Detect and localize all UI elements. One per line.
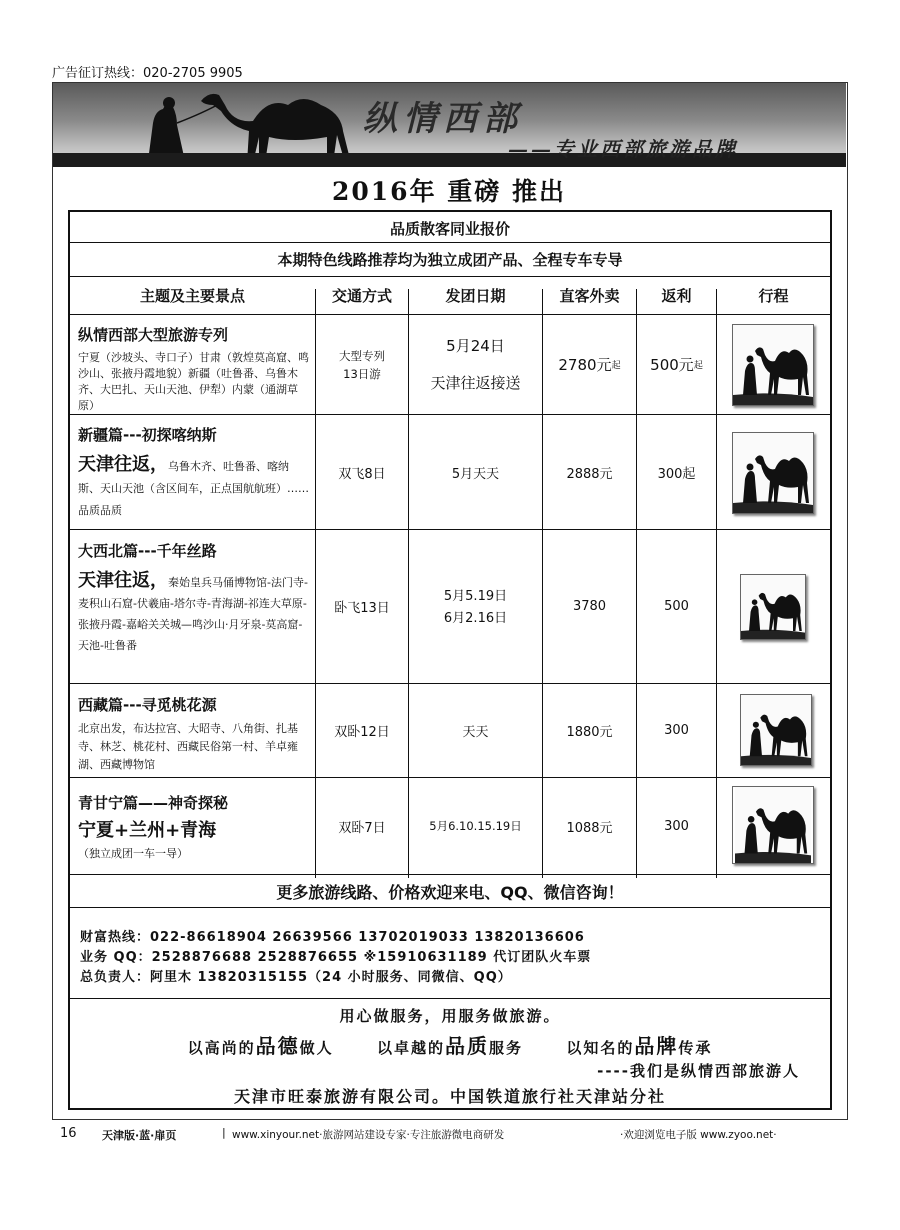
value-text: 以卓越的 [376,1039,445,1057]
value-text: 传承 [678,1039,713,1057]
departure-note: 天津往返接送 [430,373,521,392]
table-subtitle: 本期特色线路推荐均为独立成团产品、全程专车专导 [277,251,623,269]
departure-date: 5月5.19日 [443,588,508,604]
footer-separator: | [222,1126,226,1139]
departure-date-2: 6月2.16日 [443,610,508,626]
transport: 卧飞13日 [334,601,390,616]
retail-price: 2888元 [566,466,613,482]
price-value: 2780元 [558,356,612,374]
route-highlight: 天津往返， [78,454,168,475]
route-description: 北京出发，布达拉宫、大昭寺、八角街、扎基寺、林芝、桃花村、西藏民俗第一村、羊卓雍湖、西藏博物馆 [78,722,298,771]
contact-qq: 业务 QQ：2528876688 2528876655 ※15910631189 代订团队火车票 [80,950,592,965]
price-table [68,210,832,1110]
edition-label: 天津版·蓝·扉页 [102,1129,177,1142]
camel-silhouette-icon [732,432,814,514]
value-keyword: 品德 [255,1034,300,1058]
page-headline: 2016年 重磅 推出 [332,177,566,206]
closing-signature: ----我们是纵情西部旅游人 [597,1062,800,1080]
route-title: 大西北篇---千年丝路 [78,542,217,560]
rebate-value: 500元 [650,356,694,374]
divider [716,289,717,878]
transport: 大型专列 13日游 [339,348,385,381]
route-description: （独立成团一车一导） [78,847,188,860]
transport: 双卧12日 [334,725,390,740]
route-highlight: 天津往返， [78,570,168,591]
route-title: 青甘宁篇——神奇探秘 [78,794,229,812]
route-description: 宁夏（沙坡头、寺口子）甘肃（敦煌莫高窟、鸣沙山、张掖丹霞地貌）新疆（吐鲁番、乌鲁木齐、大巴扎、天山天池、伊犁）内蒙（通湖草原） [78,351,309,412]
route-title: 新疆篇---初探喀纳斯 [78,426,217,444]
route-desc-text: 乌鲁木齐、吐鲁番、喀纳斯、天山天池（含区间车，正点国航航班）…… 品质品质 [78,460,309,517]
departure-date: 天天 [462,725,489,740]
route-highlight: 宁夏+兰州+青海 [78,820,217,841]
more-info-banner: 更多旅游线路、价格欢迎来电、QQ、微信咨询！ [276,882,624,902]
rebate-suffix: 起 [693,361,703,371]
rebate [637,315,716,414]
rebate: 500 [664,599,689,614]
header-dates: 发团日期 [445,287,506,305]
departure-date: 5月24日 [446,336,505,355]
header-rebate: 返利 [661,287,692,305]
retail-price [543,315,636,414]
value-text: 以高尚的 [187,1039,256,1057]
value-text: 以知名的 [566,1039,635,1057]
brand-slogan: ——专业西部旅游品牌 [508,137,738,161]
page-footer [52,1124,846,1148]
banner [53,83,846,167]
value-text: 服务 [489,1039,524,1057]
header-price: 直客外卖 [559,287,620,305]
rebate: 300 [664,723,689,738]
route-title: 西藏篇---寻觅桃花源 [78,696,217,714]
retail-price: 3780 [572,599,607,614]
footer-ebook: ·欢迎浏览电子版 www.zyoo.net· [620,1129,777,1141]
footer-ad: www.xinyour.net·旅游网站建设专家·专注旅游微电商研发 [232,1129,505,1141]
camel-silhouette-icon [732,324,814,406]
page-number: 16 [60,1126,77,1141]
route-desc-text: 秦始皇兵马俑博物馆-法门寺-麦积山石窟-伏羲庙-塔尔寺-青海湖-祁连大草原-张掖丹霞-嘉峪关关城—鸣沙山·月牙泉-莫高窟-天池-吐鲁番 [78,576,308,652]
closing-slogan: 用心做服务，用服务做旅游。 [339,1007,561,1025]
transport: 双飞8日 [338,466,386,482]
camel-silhouette-icon [732,786,814,864]
divider [70,998,830,999]
departure-date: 5月天天 [451,466,500,482]
company-names: 天津市旺泰旅游有限公司。中国铁道旅行社天津站分社 [233,1087,666,1106]
camel-silhouette-icon [740,574,806,640]
table-title: 品质散客同业报价 [389,219,510,238]
brand-name: 纵情西部 [363,99,523,139]
divider [70,907,830,908]
camel-silhouette-icon [740,694,812,766]
header-theme: 主题及主要景点 [139,287,245,305]
price-suffix: 起 [611,361,621,371]
rebate: 300 [664,818,689,834]
closing-values [70,1030,830,1059]
transport: 双卧7日 [338,820,386,836]
value-text: 做人 [299,1039,334,1057]
retail-price: 1088元 [566,820,613,836]
contact-hotline: 财富热线：022-86618904 26639566 13702019033 13820136606 [80,930,585,945]
contact-manager: 总负责人：阿里木 13820315155（24 小时服务、同微信、QQ） [80,970,512,985]
ad-hotline: 广告征订热线：020-2705 9905 [52,66,243,81]
route-description [78,570,310,656]
rebate: 300起 [657,466,696,482]
header-transport: 交通方式 [331,287,392,305]
value-keyword: 品牌 [634,1034,679,1058]
route-description [78,454,310,522]
header-itinerary: 行程 [758,287,789,305]
route-title: 纵情西部大型旅游专列 [78,326,229,344]
retail-price: 1880元 [566,725,613,740]
departure-date: 5月6.10.15.19日 [429,819,522,833]
value-keyword: 品质 [445,1034,489,1058]
